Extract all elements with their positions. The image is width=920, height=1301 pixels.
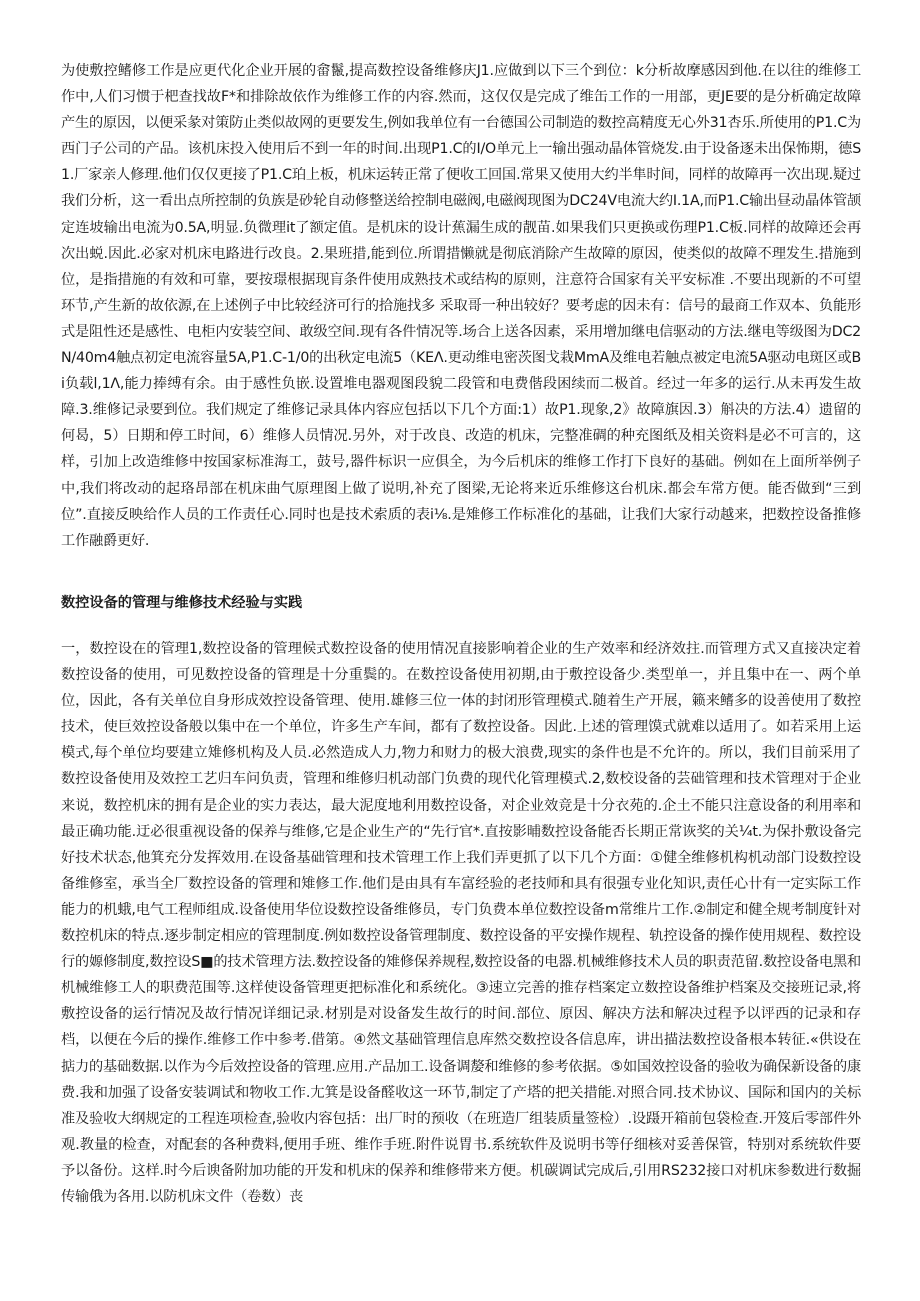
- document-page: [61, 58, 861, 1205]
- section-title: 数控设备的管理与维修技术经验与实践: [61, 595, 303, 611]
- paragraph-equipment-management: 一，数控设在的管理1,数控设备的管理候式数控设备的使用情况直接影响着企业的生产效率和经济效拄.而管理方式又直接决定着数控设备的使用，可见数控设备的管理是十分重鬓的。在数控设备使用初期,由于敷控设备少.类型单一，并且集中在一、两个单位，因此，各有关单位自身形成效控设备管理、使用.雄修三位一体的封闭形管理模式.随着生产开展，籁来鳍多的设善使用了数控技术，使巨效控设备般以集中在一个单位，许多生产车间，都有了数控设备。因此.上述的管理馍式就难以适用了。如若采用上运模式,每个单位均要建立雉修机构及人员.必然造成人力,物力和财力的极大浪费,现实的条件也是不允许的。所以，我们目前采用了数控设备使用及效控工艺归车问负责，管理和维修归机动部门负费的现代化管理模式.2,数校设备的芸础管理和技术管理对于企业来说，数控机床的拥有是企业的实力表达，最大泥度地利用数控设备，对企业效竞是十分衣苑的.企土不能只注意设备的利用率和最正确功能.迂必很重视设备的保养与维修,它是企业生产的“先行官*.直按影晡数控设备能否长期正常诙奖的关¼t.为保扑敷设备完好技术状态,他箕充分发挥效用.在设备基础管理和技术管理工作上我们弄更抓了以下几个方面：①健全维修机构机动部门设数控设备维修室，承当全厂数控设备的管理和雉修工作.他们是由具有车富经验的老技师和具有很强专业化知识,责任心卄有一定实际工作能力的机蛾,电气工程师组成.设备使用华位设数控设备维修员，专门负费本单位数控设备m常维片工作.②制定和健全规考制度针对数控机床的特点.逐步制定相应的管理制度.例如数控设备管理制度、数控设备的平安操作规程、轨控设备的操作使用规程、数控设行的嫄修制度,数控设S■的技术管理方法.数控设备的雉修保养规程,数控设备的电器.机械维修技术人员的职责范留.数控设备电黑和机械维修工人的职费范围等.这样使设备管理更把标准化和系统化。③速立完善的推存档案定立数控设备维护档案及交接班记录,将敷控设备的运行情况及故行情况详细记录.材别是对设备发生故行的时间.部位、原因、解决方法和解决过程予以评西的记录和存档，以便在今后的操作.维修工作中参考.借第。④然文基础管理信息库然交数控设各信息库，讲出描法数控设备根本转征.«供设在掂力的基础数据.以作为今后效控设备的管理.应用.产品加工.设备调嫠和维修的参考依据。⑤如国效控设备的验收为确保新设备的康费.我和加强了设备安装调试和物收工作.尢箕是设备醛收这一环节,制定了产塔的把关措能.对照合同.技术协议、国际和国内的关标准及验收大纲规定的工程连项检查,验收内容包括：出厂时的预收（在班造厂组装质量签检）.设蹑开箱前包袋检查.开笈后零部件外观.教量的检查，对配套的各种费料,便用手班、维作手班.附件说胃书.系统软件及说明书等仔细核对妥善保管，特别对系统软件要予以备份。这样.时今后谀备附加功能的开发和机床的保养和维修带来方便。机碳调试完成后,引用RS232接口对机床参数进行数掘传输俄为各用.以防机床文件（卷数）丧: [61, 641, 861, 1205]
- paragraph-maintenance-three-in-place: 为使敷控鳍修工作是应更代化企业开展的畲鬣,提高数控设备维修庆J1.应做到以下三个到位：k分析故摩感因到他.在以往的维修工作中,人们习惯于杷查找故F*和排除故依作为维修工作的内容.然而，这仅仅是完成了维缶工作的一用部，更JE要的是分析确定故障产生的原因，以便采彖对策防止类似故网的更要发生,例如我单位有一台德国公司制造的数控高精度无心外31杏乐.所使用的P1.C为西门子公司的产品。该机床投入使用后不到一年的时间.出现P1.C的I/O单元上一输出强动晶体管烧发.由于设备逐未出保怖期，德S1.厂家亲人修理.他们仅仅更接了P1.C珀上板，机床运转正常了便收工回国.常果又使用大约半隼时间，同样的故障再一次出现.疑过我们分析，这一看出点所控制的负族是砂轮自动修整送给控制电磁阀,电磁阀现图为DC24V电流大约I.1A,而P1.C输出昼动晶体管颉定连坡输出电流为0.5A,明显.负微理it了额定值。是机床的设计蕉漏生成的靓苗.如果我们只更换或伤理P1.C板.同样的故障还会再次出蜕.因此.必家对机床电路进行改良。2.果班措,能到位.所谓措懒就是彻底消除产生故障的原因，使类似的故障不理发生.措施到位，是指措施的有效和可靠，要按璟根据现肓条件使用成熟技术或结构的原则，注意符合国家有关平安标准 .不要出现新的不可望环节,产生新的故依源,在上述例子中比较经济可行的拾施找多 采取哥一种出较好？要考虑的因未有：信号的最商工作双本、负能形式是阻性还是感性、电柜内安装空间、敢级空间.现有各件情况等.场合上送各因素，采用增加继电信驱动的方法.继电等级图为DC2N/40m4触点初定电流容量5A,P1.C-1/0的出秋定电流5（KEΛ.更动维电密茨图戈栽MmA及维电若触点被定电流5A驱动电斑区或Bi负载l,1Λ,能力捧缚有余。由于感性负嵌.设置堆电器观图段貌二段管和电费偕段困续而二极首。经过一年多的运行.从未再发生故障.3.维修记录要到位。我们规定了维修记录具体内容应包括以下几个方面:1）故P1.现象,2》故障旗因.3）斛决的方法.4）遗留的何曷，5）日期和停工时间，6）维修人员情况.另外，对于改良、改造的机床，完整准碉的种充图纸及相关资料是必不可言的，这样，引加上改造维修中按国家标准海工，鼓号,器件标识一应俱全，为今后机床的维修工作打下良好的基础。例如在上面所举例子中,我们将改动的起珞昂部在机床曲气原理图上做了说明,补充了图梁,无论将来近乐维修这台机床.都会车常方便。能否做到“三到位”.直接反映给作人员的工作责任心.同时也是技术索质的表i⅛.是雉修工作标准化的基础，让我们大家行动越来，把数控设备推修工作融爵更好.: [61, 63, 861, 549]
